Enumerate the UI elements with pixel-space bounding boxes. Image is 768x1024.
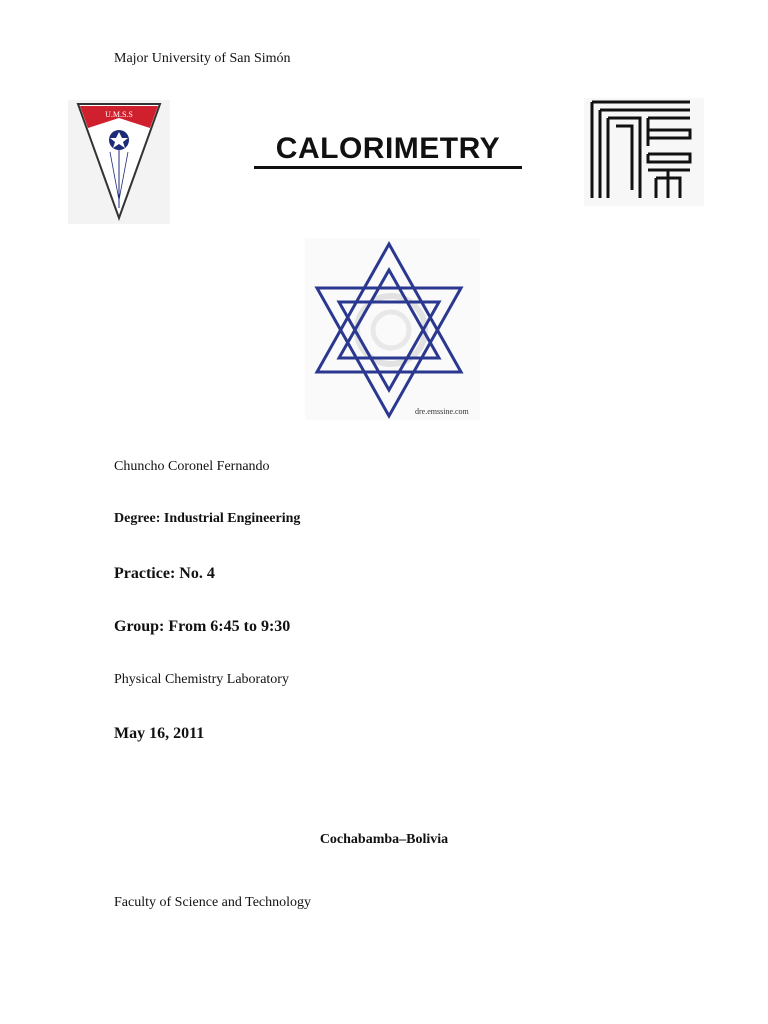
umss-logo [68, 100, 170, 224]
document-title: CALORIMETRY [254, 132, 522, 169]
university-name: Major University of San Simón [114, 51, 291, 66]
practice-number: Practice: No. 4 [114, 565, 215, 582]
faculty-name: Faculty of Science and Technology [114, 895, 312, 910]
author-name: Chuncho Coronel Fernando [114, 459, 270, 474]
laboratory-name: Physical Chemistry Laboratory [114, 672, 289, 687]
image-credit: dre.emssine.com [415, 407, 469, 416]
umss-logo-text: U.M.S.S [105, 110, 133, 119]
group-schedule: Group: From 6:45 to 9:30 [114, 618, 291, 635]
degree-line: Degree: Industrial Engineering [114, 511, 301, 526]
city-location: Cochabamba–Bolivia [319, 832, 449, 847]
document-date: May 16, 2011 [114, 725, 205, 742]
faculty-logo [584, 98, 704, 206]
star-of-david-emblem [305, 238, 480, 420]
